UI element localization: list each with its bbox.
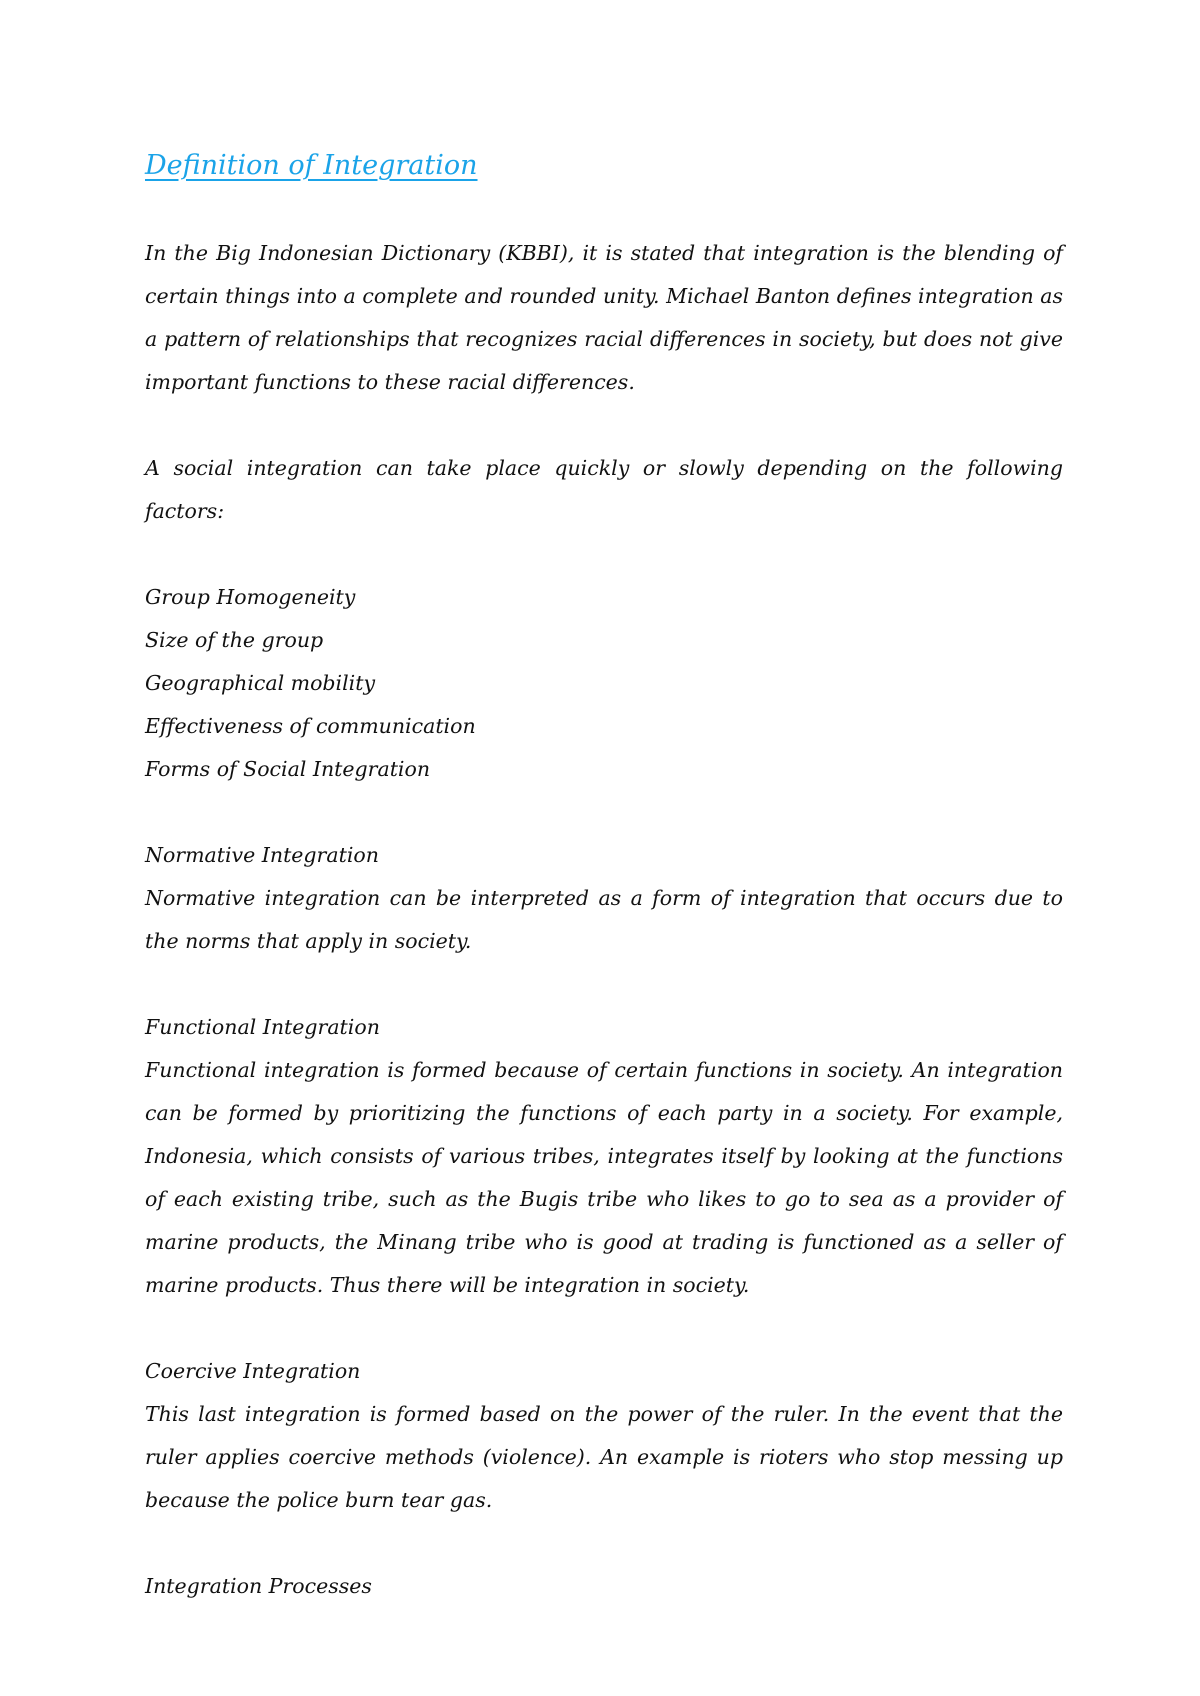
intro-paragraph: In the Big Indonesian Dictionary (KBBI), it is stated that integration is the blending of certain things into a complete and rounded unity. Michael Banton defines integration as a pattern of relationships that recognizes racial differences in society, but does not give important functions to these racial differences.: [145, 241, 1063, 394]
document-content: [145, 140, 1063, 1608]
section-heading: Functional Integration: [145, 1015, 380, 1039]
section-body: Functional integration is formed because of certain functions in society. An integration can be formed by prioritizing the functions of each party in a society. For example, Indonesia, which consists of various tribes, integrates itself by looking at the functions of each existing tribe, such as the Bugis tribe who likes to go to sea as a provider of marine products, the Minang tribe who is good at trading is functioned as a seller of marine products. Thus there will be integration in society.: [145, 1058, 1063, 1297]
section-heading: Coercive Integration: [145, 1359, 361, 1383]
section-functional-integration: [145, 1006, 1063, 1307]
list-item: Geographical mobility: [145, 671, 376, 695]
factors-list: [145, 576, 1063, 791]
section-body: This last integration is formed based on the power of the ruler. In the event that the ruler applies coercive methods (violence). An example is rioters who stop messing up because the police burn tear gas.: [145, 1402, 1063, 1512]
section-normative-integration: [145, 834, 1063, 963]
list-item: Forms of Social Integration: [145, 757, 431, 781]
list-item: Effectiveness of communication: [145, 714, 476, 738]
section-coercive-integration: [145, 1350, 1063, 1522]
factors-intro: A social integration can take place quickly or slowly depending on the following factors:: [145, 456, 1063, 523]
list-item: Size of the group: [145, 628, 324, 652]
document-title: Definition of Integration: [145, 150, 478, 181]
integration-processes-heading: Integration Processes: [145, 1574, 372, 1598]
section-heading: Normative Integration: [145, 843, 379, 867]
section-body: Normative integration can be interpreted as a form of integration that occurs due to the norms that apply in society.: [145, 886, 1063, 953]
list-item: Group Homogeneity: [145, 585, 356, 609]
